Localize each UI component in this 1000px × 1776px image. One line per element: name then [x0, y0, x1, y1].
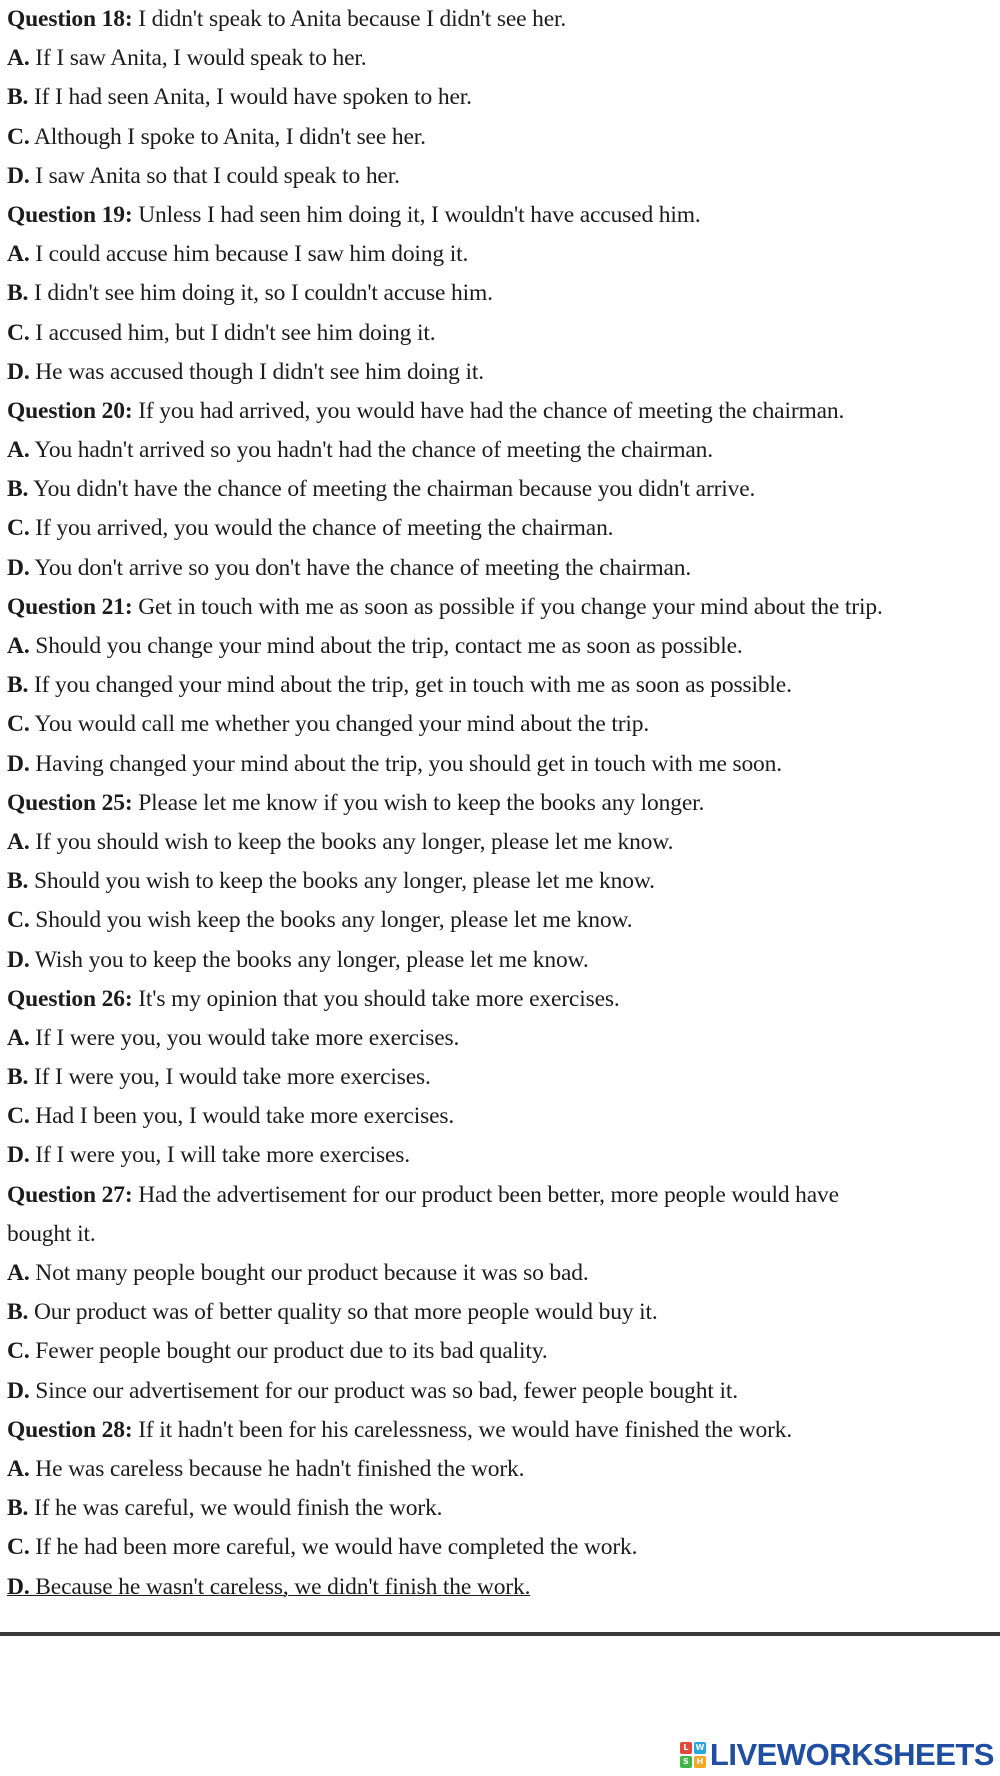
option-text: You didn't have the chance of meeting the chairman because you didn't arrive.	[28, 476, 756, 503]
option-text: Since our advertisement for our product was so bad, fewer people bought it.	[29, 1377, 738, 1404]
option-a	[7, 823, 1000, 862]
option-letter: A.	[7, 1024, 30, 1051]
question-text: Get in touch with me as soon as possible if you change your mind about the trip.	[132, 593, 883, 620]
option-text: I accused him, but I didn't see him doing it.	[29, 319, 436, 346]
option-text: If I were you, I would take more exercises.	[28, 1064, 431, 1091]
option-text: If he was careful, we would finish the work.	[28, 1495, 443, 1522]
option-b	[7, 666, 1000, 705]
option-d	[7, 353, 1000, 392]
question-text-continuation: bought it.	[7, 1220, 96, 1247]
option-text: Because he wasn't careless, we didn't finish the work.	[29, 1573, 531, 1600]
option-letter: A.	[7, 45, 30, 72]
option-letter: D.	[7, 946, 30, 973]
option-letter: A.	[7, 828, 30, 855]
question-27-continuation	[7, 1215, 1000, 1254]
option-letter: D.	[7, 750, 30, 777]
option-b	[7, 862, 1000, 901]
option-b	[7, 1293, 1000, 1332]
option-letter: A.	[7, 1260, 30, 1286]
option-b	[7, 1058, 1000, 1097]
option-text: You don't arrive so you don't have the chance of meeting the chairman.	[29, 554, 692, 581]
option-text: If I saw Anita, I would speak to her.	[29, 45, 367, 72]
option-d	[7, 745, 1000, 784]
option-a	[7, 1019, 1000, 1058]
question-text: Unless I had seen him doing it, I wouldn't have accused him.	[132, 201, 701, 228]
question-26	[7, 980, 1000, 1019]
option-a	[7, 39, 1000, 78]
option-text: If I were you, you would take more exercises.	[29, 1024, 460, 1051]
option-a	[7, 627, 1000, 666]
option-letter: A.	[7, 1455, 30, 1482]
option-letter: D.	[7, 1573, 30, 1600]
option-text: If he had been more careful, we would have completed the work.	[29, 1534, 638, 1561]
question-19	[7, 196, 1000, 235]
question-text: Had the advertisement for our product been better, more people would have	[132, 1181, 839, 1208]
page-divider	[0, 1632, 1000, 1636]
option-text: I could accuse him because I saw him doing it.	[29, 241, 469, 268]
question-text: If you had arrived, you would have had the chance of meeting the chairman.	[132, 397, 845, 424]
option-d	[7, 157, 1000, 196]
option-b	[7, 470, 1000, 509]
option-text: He was accused though I didn't see him doing it.	[29, 358, 484, 385]
option-text: If I had seen Anita, I would have spoken to her.	[28, 84, 472, 111]
question-label: Question 25:	[7, 789, 133, 816]
option-text: Although I spoke to Anita, I didn't see her.	[29, 123, 426, 150]
question-label: Question 26:	[7, 985, 133, 1012]
option-a	[7, 1450, 1000, 1489]
question-label: Question 21:	[7, 593, 133, 620]
option-text: If I were you, I will take more exercises.	[29, 1142, 411, 1169]
option-d	[7, 1372, 1000, 1411]
option-letter: B.	[7, 868, 29, 895]
option-c	[7, 1528, 1000, 1567]
option-d	[7, 1136, 1000, 1175]
option-text: I didn't see him doing it, so I couldn't accuse him.	[28, 280, 493, 307]
option-c	[7, 705, 1000, 744]
option-c	[7, 1332, 1000, 1371]
option-text: If you arrived, you would the chance of meeting the chairman.	[29, 515, 614, 542]
liveworksheets-logo-icon	[680, 1742, 706, 1768]
question-18	[7, 0, 1000, 39]
option-text: Should you wish to keep the books any longer, please let me know.	[28, 868, 655, 895]
question-text: It's my opinion that you should take more exercises.	[132, 985, 620, 1012]
logo-tile: W	[695, 1743, 705, 1752]
option-text: If you should wish to keep the books any longer, please let me know.	[29, 828, 674, 855]
option-letter: C.	[7, 907, 30, 934]
option-letter: A.	[7, 437, 30, 464]
option-letter: A.	[7, 241, 30, 268]
option-letter: C.	[7, 711, 30, 738]
option-letter: D.	[7, 1142, 30, 1169]
option-a	[7, 1254, 1000, 1293]
option-b	[7, 78, 1000, 117]
option-letter: B.	[7, 1299, 29, 1326]
option-c	[7, 118, 1000, 157]
option-letter: D.	[7, 358, 30, 385]
option-c	[7, 901, 1000, 940]
option-letter: C.	[7, 515, 30, 542]
logo-tile: H	[694, 1756, 706, 1768]
option-letter: B.	[7, 672, 29, 699]
question-21	[7, 588, 1000, 627]
option-letter: B.	[7, 1495, 29, 1522]
option-text: He was careless because he hadn't finished the work.	[29, 1455, 525, 1482]
question-28	[7, 1411, 1000, 1450]
option-letter: B.	[7, 1064, 29, 1091]
option-letter: C.	[7, 123, 30, 150]
logo-tile: L	[680, 1742, 692, 1754]
question-label: Question 19:	[7, 201, 133, 228]
question-27	[7, 1176, 1000, 1215]
option-text: Our product was of better quality so that more people would buy it.	[28, 1299, 658, 1326]
question-label: Question 18:	[7, 6, 133, 32]
question-text: Please let me know if you wish to keep the books any longer.	[132, 789, 705, 816]
question-label: Question 20:	[7, 397, 133, 424]
option-b	[7, 274, 1000, 313]
option-letter: B.	[7, 84, 29, 111]
option-text: Fewer people bought our product due to its bad quality.	[29, 1338, 548, 1365]
option-a	[7, 431, 1000, 470]
option-text: Should you wish keep the books any longer, please let me know.	[29, 907, 633, 934]
question-label: Question 27:	[7, 1181, 133, 1208]
option-letter: D.	[7, 554, 30, 581]
option-letter: C.	[7, 319, 30, 346]
option-letter: C.	[7, 1338, 30, 1365]
question-label: Question 28:	[7, 1416, 133, 1443]
question-text: If it hadn't been for his carelessness, we would have finished the work.	[132, 1416, 793, 1443]
option-letter: B.	[7, 280, 29, 307]
question-20	[7, 392, 1000, 431]
option-text: I saw Anita so that I could speak to her.	[29, 162, 400, 189]
option-b	[7, 1489, 1000, 1528]
option-letter: C.	[7, 1103, 30, 1130]
option-text: Had I been you, I would take more exercises.	[29, 1103, 455, 1130]
option-d	[7, 941, 1000, 980]
brand-name: LIVEWORKSHEETS	[709, 1737, 994, 1772]
option-text: Not many people bought our product because it was so bad.	[29, 1260, 589, 1286]
option-letter: A.	[7, 633, 30, 659]
option-text: You hadn't arrived so you hadn't had the chance of meeting the chairman.	[29, 437, 713, 464]
option-c	[7, 509, 1000, 548]
option-a	[7, 235, 1000, 274]
option-d	[7, 549, 1000, 588]
option-letter: C.	[7, 1534, 30, 1561]
option-c	[7, 314, 1000, 353]
logo-tile: S	[680, 1756, 692, 1768]
question-25	[7, 784, 1000, 823]
liveworksheets-brand	[680, 1738, 994, 1772]
option-text: Should you change your mind about the trip, contact me as soon as possible.	[29, 633, 743, 659]
option-c	[7, 1097, 1000, 1136]
option-d	[7, 1568, 1000, 1607]
option-letter: B.	[7, 476, 29, 503]
option-text: Wish you to keep the books any longer, please let me know.	[29, 946, 589, 973]
option-letter: D.	[7, 1377, 30, 1404]
option-text: You would call me whether you changed your mind about the trip.	[29, 711, 650, 738]
option-text: If you changed your mind about the trip, get in touch with me as soon as possible.	[28, 672, 792, 699]
question-text: I didn't speak to Anita because I didn't see her.	[132, 6, 567, 32]
option-letter: D.	[7, 162, 30, 189]
option-text: Having changed your mind about the trip, you should get in touch with me soon.	[29, 750, 782, 777]
